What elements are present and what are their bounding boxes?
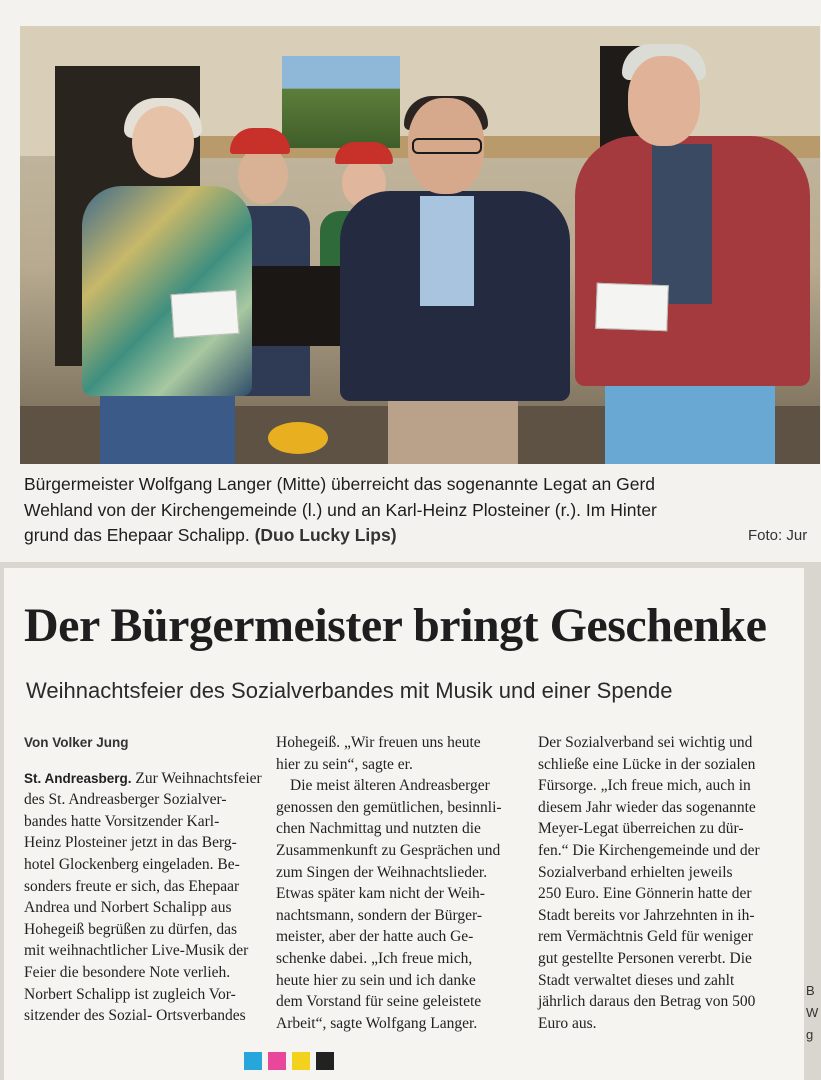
caption-line bbox=[24, 523, 821, 549]
fragment-letter: g bbox=[806, 1027, 814, 1042]
article-line: hier zu sein“, sagte er. bbox=[276, 755, 413, 773]
article-line: Euro aus. bbox=[538, 1014, 597, 1032]
dateline: St. Andreasberg. bbox=[24, 770, 132, 786]
article-line: schließe eine Lücke in der sozialen bbox=[538, 755, 756, 773]
article-line: Stadt verwaltet dieses und zahlt bbox=[538, 971, 735, 989]
article-line: 250 Euro. Eine Gönnerin hatte der bbox=[538, 885, 752, 903]
article-line: diesem Jahr wieder das sogenannte bbox=[538, 798, 756, 816]
article-line: Norbert Schalipp ist zugleich Vor- bbox=[24, 985, 236, 1003]
photo-credit: Foto: Jur bbox=[748, 527, 808, 544]
article-line: Die meist älteren Andreasberger bbox=[290, 777, 490, 795]
article-line: Andrea und Norbert Schalipp aus bbox=[24, 899, 232, 917]
caption-line: Bürgermeister Wolfgang Langer (Mitte) überreicht das sogenannte Legat an Gerd bbox=[24, 474, 656, 494]
article-line: fen.“ Die Kirchengemeinde und der bbox=[538, 841, 760, 859]
article-line: Sozialverband erhielten jeweils bbox=[538, 863, 733, 881]
article-line: bandes hatte Vorsitzender Karl- bbox=[24, 812, 220, 830]
article-line: heute hier zu sein und ich danke bbox=[276, 971, 476, 989]
article-column-2 bbox=[276, 732, 520, 1034]
envelope-right bbox=[595, 283, 669, 331]
color-mark-black bbox=[316, 1052, 334, 1070]
print-color-marks bbox=[244, 1052, 340, 1075]
news-photo bbox=[20, 26, 820, 464]
article-line: Heinz Plosteiner jetzt in das Berg- bbox=[24, 834, 237, 852]
article-line: Fürsorge. „Ich freue mich, auch in bbox=[538, 777, 751, 795]
article-line: dem Vorstand für seine geleistete bbox=[276, 993, 482, 1011]
article-line: chen Nachmittag und nutzten die bbox=[276, 820, 481, 838]
byline: Von Volker Jung bbox=[24, 735, 129, 750]
color-mark-yellow bbox=[292, 1052, 310, 1070]
article-line: Der Sozialverband sei wichtig und bbox=[538, 734, 753, 751]
article-line: hotel Glockenberg eingeladen. Be- bbox=[24, 855, 240, 873]
piggy-bank bbox=[268, 422, 328, 454]
article-column-3 bbox=[538, 732, 792, 1034]
article-line-text: Zur Weihnachtsfeier bbox=[135, 769, 262, 787]
article-line: genossen den gemütlichen, besinnli- bbox=[276, 798, 502, 816]
article-line: gut gestellte Personen vererbt. Die bbox=[538, 949, 752, 967]
caption-line-text: grund das Ehepaar Schalipp. bbox=[24, 525, 250, 545]
article-line: sonders freute er sich, das Ehepaar bbox=[24, 877, 240, 895]
article-line: Hohegeiß begrüßen zu dürfen, das bbox=[24, 920, 238, 938]
article-line: des St. Andreasberger Sozialver- bbox=[24, 791, 227, 809]
article-line: zum Singen der Weihnachtslieder. bbox=[276, 863, 488, 881]
color-mark-cyan bbox=[244, 1052, 262, 1070]
article-subheadline: Weihnachtsfeier des Sozialverbandes mit Musik und einer Spende bbox=[26, 678, 673, 703]
fragment-letter: B bbox=[806, 983, 815, 998]
article-line: Feier die besondere Note verlieh. bbox=[24, 963, 231, 981]
wall-painting bbox=[282, 56, 400, 148]
article-line: Stadt bereits vor Jahrzehnten in ih- bbox=[538, 906, 755, 924]
article-line: schenke dabei. „Ich freue mich, bbox=[276, 949, 473, 967]
article-headline: Der Bürgermeister bringt Geschenke bbox=[24, 599, 767, 652]
adjacent-column-fragment bbox=[806, 980, 818, 1046]
article-line: Zusammenkunft zu Gesprächen und bbox=[276, 841, 501, 859]
article-line: sitzender des Sozial- Ortsverbandes bbox=[24, 1007, 246, 1025]
article-line: nachtsmann, sondern der Bürger- bbox=[276, 906, 483, 924]
article-line bbox=[24, 768, 262, 790]
article-line: Etwas später kam nicht der Weih- bbox=[276, 885, 485, 903]
caption-line: Wehland von der Kirchengemeinde (l.) und an Karl-Heinz Plosteiner (r.). Im Hinter bbox=[24, 499, 657, 520]
photo-caption bbox=[24, 472, 821, 549]
article-line: jährlich daraus den Betrag von 500 bbox=[538, 993, 756, 1011]
color-mark-magenta bbox=[268, 1052, 286, 1070]
article-line: rem Vermächtnis Geld für weniger bbox=[538, 928, 753, 946]
article-line: Meyer-Legat überreichen zu dür- bbox=[538, 820, 744, 838]
fragment-letter: W bbox=[806, 1005, 819, 1020]
article-line: Arbeit“, sagte Wolfgang Langer. bbox=[276, 1014, 478, 1032]
article-line: meister, aber der hatte auch Ge- bbox=[276, 928, 474, 946]
envelope-left bbox=[171, 290, 240, 338]
caption-addition: (Duo Lucky Lips) bbox=[254, 525, 397, 545]
article-line: mit weihnachtlicher Live-Musik der bbox=[24, 942, 249, 960]
article-column-1 bbox=[24, 732, 262, 1027]
article-line: Hohegeiß. „Wir freuen uns heute bbox=[276, 734, 481, 751]
